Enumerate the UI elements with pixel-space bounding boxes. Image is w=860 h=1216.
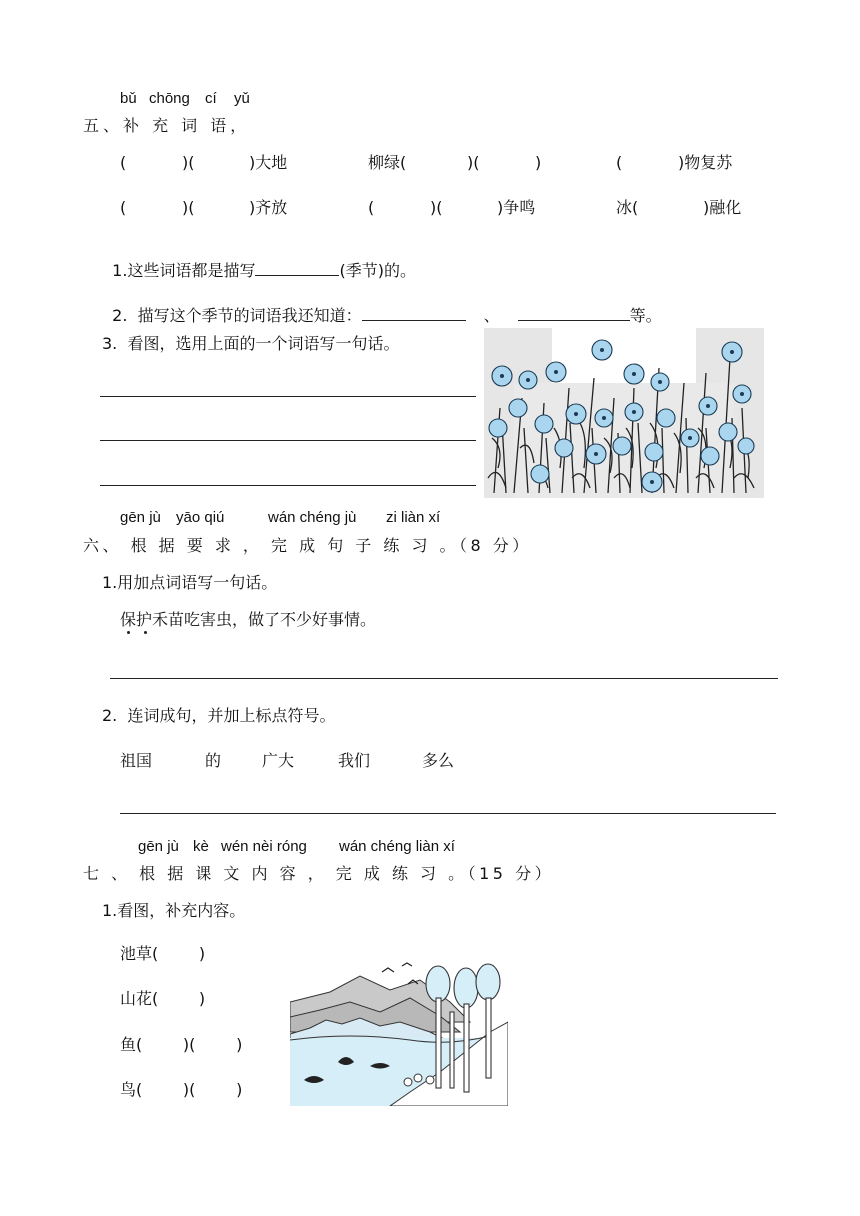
season-word-blank-1[interactable] xyxy=(362,306,466,321)
answer-line-2[interactable] xyxy=(100,440,476,441)
s6-pinyin-1: gēn jù xyxy=(120,509,161,526)
s5-row1-f: ) xyxy=(535,153,542,172)
s5-row2-h: )融化 xyxy=(703,198,742,217)
s7-pinyin-2: kè xyxy=(193,838,209,855)
season-word-blank-2[interactable] xyxy=(518,306,630,321)
s5-row1-g: ( xyxy=(616,153,623,172)
s5-q1-post: (季节)的。 xyxy=(339,261,416,280)
s7-pinyin-3: wén nèi róng xyxy=(221,838,307,855)
s5-row1-c: )大地 xyxy=(249,153,288,172)
word-3: 广大 xyxy=(262,751,295,770)
section7-header: 七 、 根 据 课 文 内 容 ， 完 成 练 习 。（15 分） xyxy=(83,864,555,883)
s7-item-fish: 鱼( )( ) xyxy=(120,1035,243,1054)
s5-row1-a: ( xyxy=(120,153,127,172)
s5-q2-text: 2. 描写这个季节的词语我还知道： xyxy=(112,306,362,325)
spring-landscape-illustration xyxy=(290,962,508,1106)
s5-row2-a: ( xyxy=(120,198,127,217)
s6-pinyin-4: zi liàn xí xyxy=(386,509,441,526)
s6-pinyin-3: wán chéng jù xyxy=(268,509,357,526)
s5-q1-text: 1.这些词语都是描写 xyxy=(112,261,256,280)
s5-row2-e: )( xyxy=(430,198,443,217)
s5-row1-b: )( xyxy=(182,153,195,172)
s7-item-bird: 鸟( )( ) xyxy=(120,1080,243,1099)
answer-line-1[interactable] xyxy=(100,396,476,397)
word-2: 的 xyxy=(205,751,222,770)
s5-row2-c: )齐放 xyxy=(249,198,288,217)
answer-line-3[interactable] xyxy=(100,485,476,486)
pinyin-bu: bǔ xyxy=(120,90,137,107)
s5-q2 xyxy=(102,290,662,324)
s5-q1 xyxy=(102,245,416,279)
s5-row1-d: 柳绿( xyxy=(368,153,407,172)
s5-row2-f: )争鸣 xyxy=(497,198,536,217)
s5-row2-g: 冰( xyxy=(616,198,639,217)
s5-q2-sep: 、 xyxy=(483,306,500,325)
emphasis-dot-1 xyxy=(127,631,130,634)
s6-pinyin-2: yāo qiú xyxy=(176,509,225,526)
s7-pinyin-4: wán chéng liàn xí xyxy=(339,838,455,855)
s5-row2-b: )( xyxy=(182,198,195,217)
flower-field-illustration xyxy=(484,328,764,498)
emphasis-dot-2 xyxy=(144,631,147,634)
s6-answer-line-2[interactable] xyxy=(120,813,776,814)
s5-q3: 3. 看图，选用上面的一个词语写一句话。 xyxy=(102,334,400,353)
pinyin-ci: cí xyxy=(205,90,217,107)
word-5: 多么 xyxy=(422,751,455,770)
section5-header: 五、补 充 词 语， xyxy=(83,116,251,135)
s6-q2: 2. 连词成句，并加上标点符号。 xyxy=(102,706,336,725)
s7-q1: 1.看图，补充内容。 xyxy=(102,901,246,920)
s7-item-mountain-flower: 山花( ) xyxy=(120,989,206,1008)
s7-item-pond-grass: 池草( ) xyxy=(120,944,206,963)
s6-q1: 1.用加点词语写一句话。 xyxy=(102,573,278,592)
season-blank[interactable] xyxy=(255,261,339,276)
section6-header: 六、 根 据 要 求 ， 完 成 句 子 练 习 。（8 分） xyxy=(83,536,532,555)
s6-answer-line-1[interactable] xyxy=(110,678,778,679)
s5-q2-post: 等。 xyxy=(629,306,662,325)
s5-row1-h: )物复苏 xyxy=(678,153,733,172)
s5-row2-d: ( xyxy=(368,198,375,217)
s7-pinyin-1: gēn jù xyxy=(138,838,179,855)
s5-row1-e: )( xyxy=(467,153,480,172)
pinyin-yu: yǔ xyxy=(234,90,250,107)
s6-q1-sentence: 保护禾苗吃害虫，做了不少好事情。 xyxy=(120,610,377,629)
word-4: 我们 xyxy=(338,751,371,770)
word-1: 祖国 xyxy=(120,751,153,770)
pinyin-chong: chōng xyxy=(149,90,190,107)
